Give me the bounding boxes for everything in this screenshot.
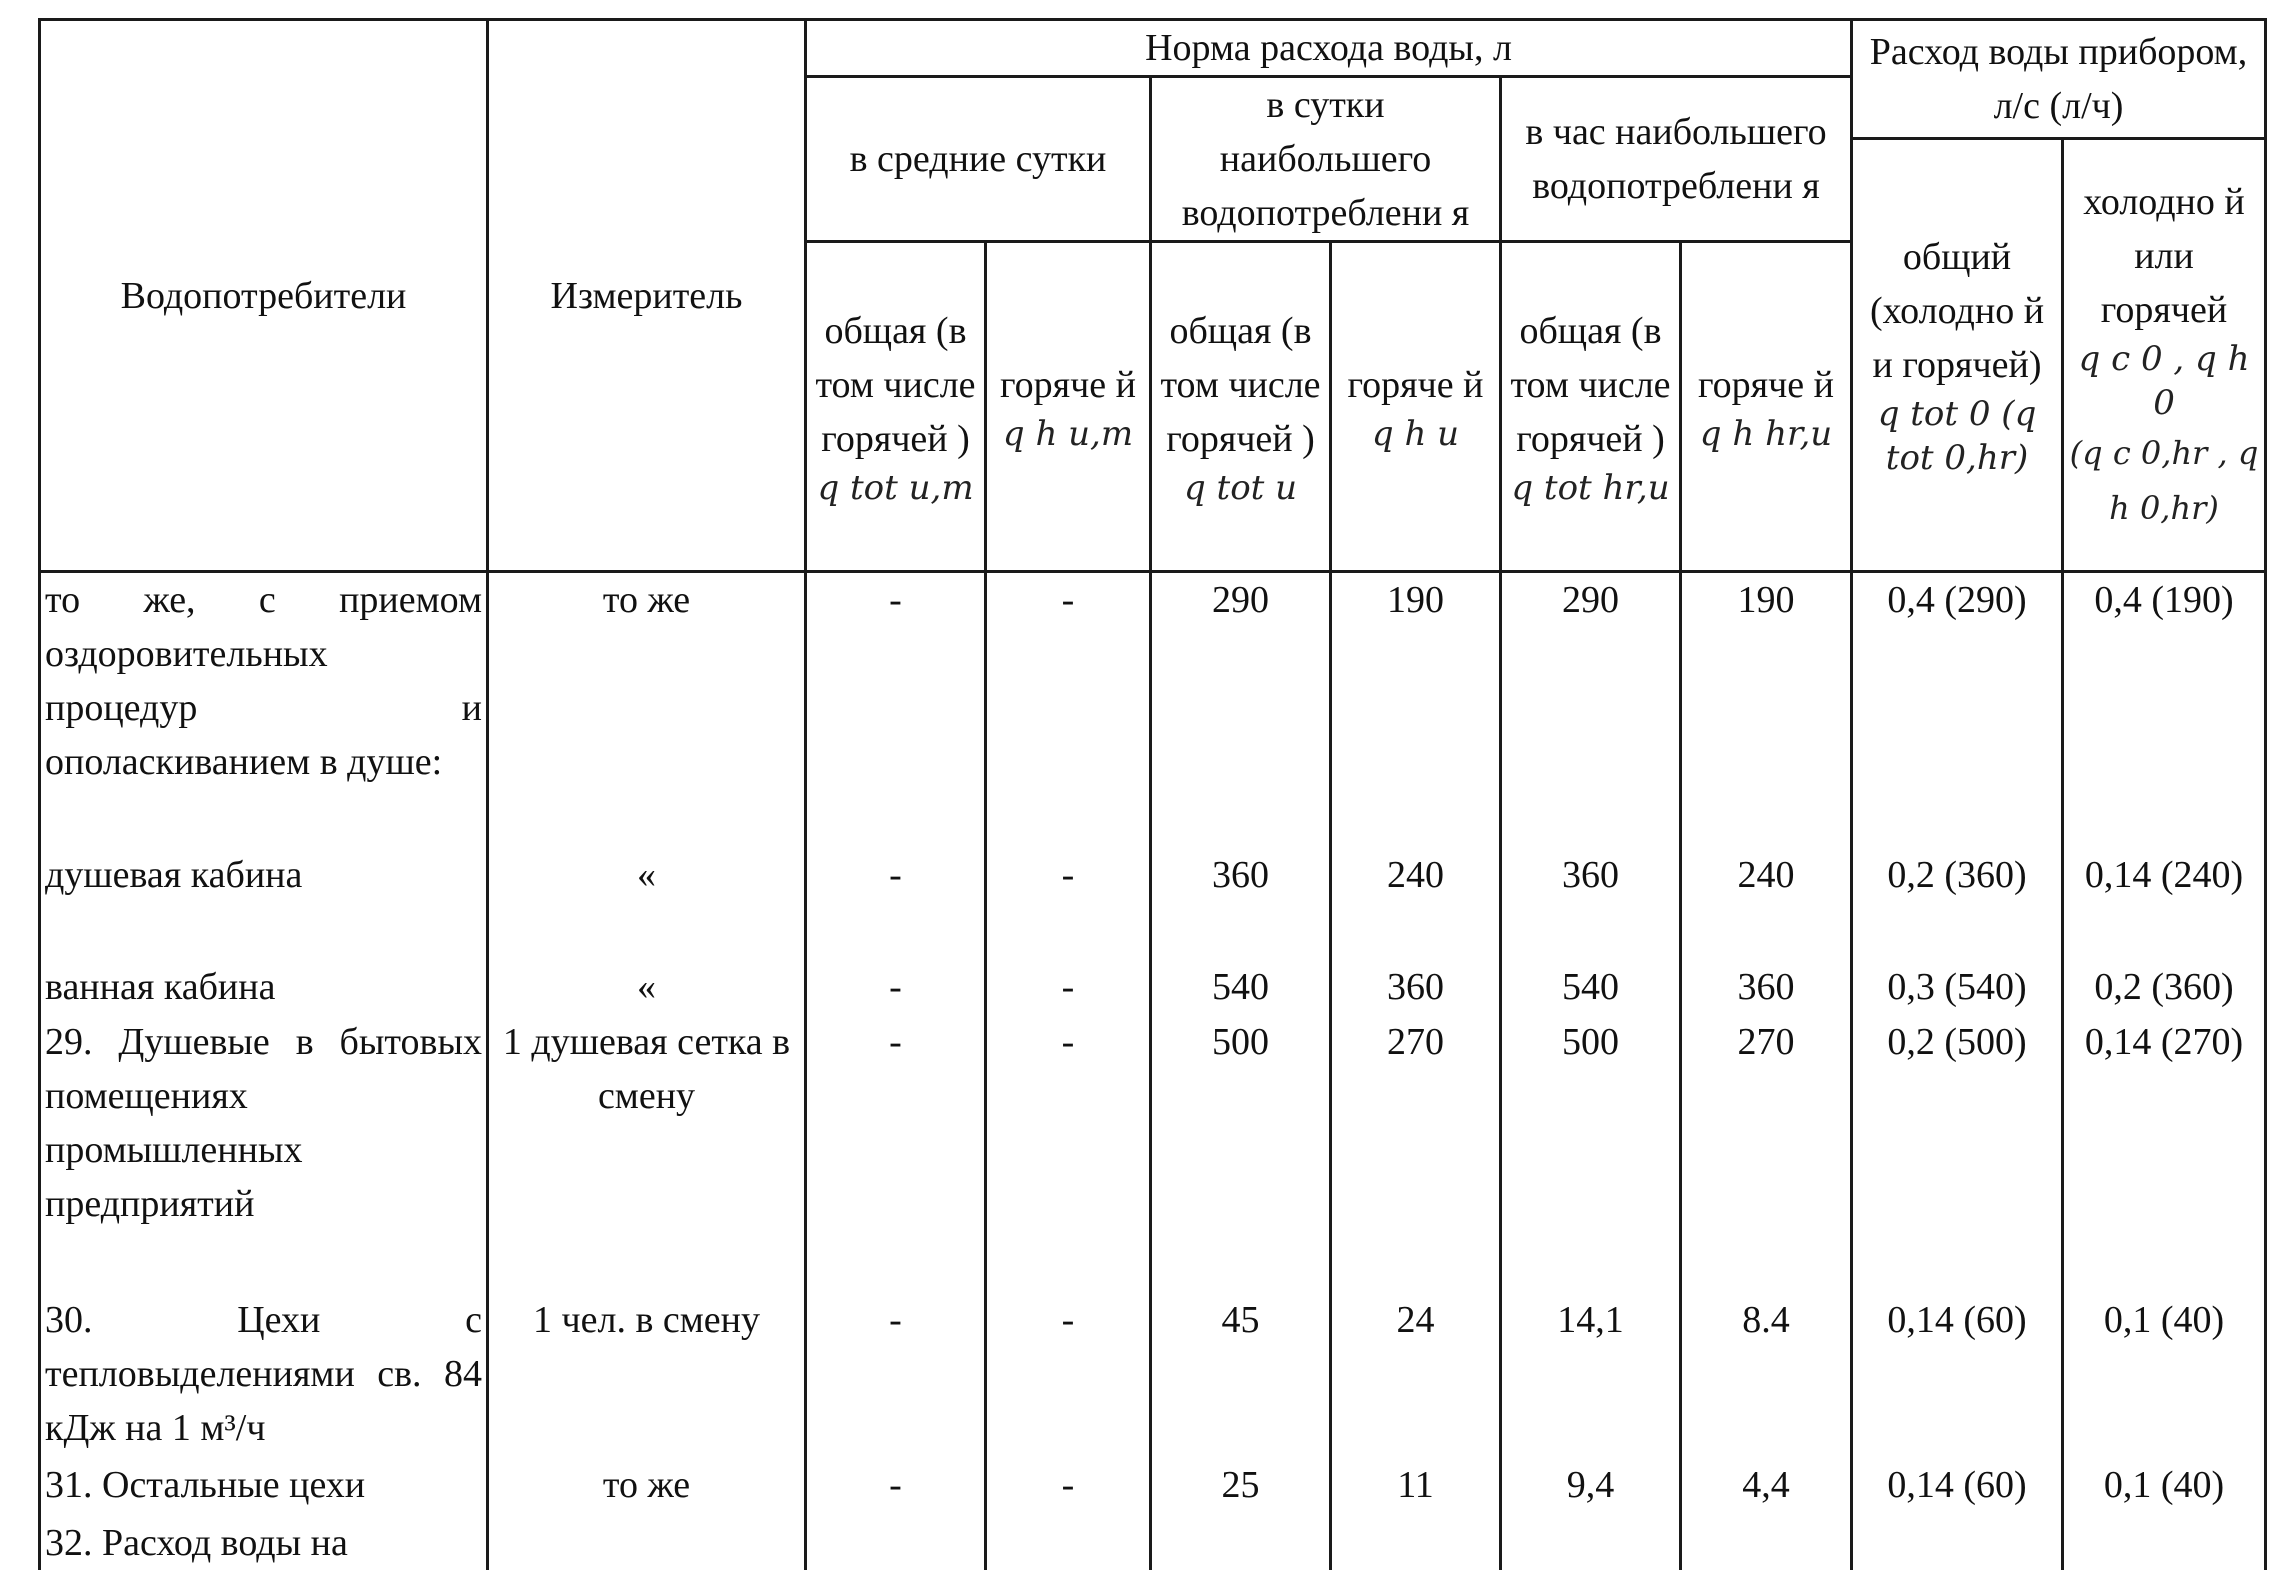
header-hr-hot-label: горяче й <box>1698 363 1834 406</box>
cell-unit: « <box>488 848 806 960</box>
table-row <box>40 572 2266 848</box>
cell-avg-hot: - <box>986 1458 1151 1516</box>
cell-day-hot: 190 <box>1331 572 1501 848</box>
cell-avg-total: - <box>806 1293 986 1458</box>
cell-avg-total: - <box>806 848 986 960</box>
cell-avg-hot: - <box>986 1293 1151 1458</box>
header-dev-cold-hot <box>2063 139 2266 572</box>
header-max-hour: в час наибольшего водопотреблени я <box>1501 77 1852 242</box>
cell-day-total: 360 <box>1151 848 1331 960</box>
cell-consumer: то же, с приемом оздоровительных процедур и ополаскиванием в душе: <box>40 572 488 848</box>
cell-day-total: 45 <box>1151 1293 1331 1458</box>
cell-day-hot <box>1331 1516 1501 1570</box>
table-row <box>40 1516 2266 1570</box>
cell-hr-hot <box>1681 1516 1852 1570</box>
table-header <box>40 20 2266 572</box>
cell-unit: 1 душевая сетка в смену <box>488 1015 806 1293</box>
cell-day-total <box>1151 1516 1331 1570</box>
header-dev-total <box>1852 139 2063 572</box>
cell-day-hot: 360 <box>1331 960 1501 1015</box>
table-row <box>40 848 2266 960</box>
header-hr-hot <box>1681 242 1852 572</box>
cell-unit: то же <box>488 1458 806 1516</box>
cell-hr-hot: 270 <box>1681 1015 1852 1293</box>
cell-avg-hot: - <box>986 1015 1151 1293</box>
cell-dev-cold-hot: 0,14 (270) <box>2063 1015 2266 1293</box>
cell-hr-total: 14,1 <box>1501 1293 1681 1458</box>
cell-dev-total <box>1852 1516 2063 1570</box>
cell-consumer: 29. Душевые в бытовых помещениях промышленных предприятий <box>40 1015 488 1293</box>
header-day-hot-symbol: q h u <box>1371 413 1460 454</box>
cell-hr-hot: 4,4 <box>1681 1458 1852 1516</box>
header-avg-total-symbol: q tot u,m <box>817 467 974 508</box>
cell-avg-total: - <box>806 1015 986 1293</box>
header-avg-hot <box>986 242 1151 572</box>
cell-day-hot: 240 <box>1331 848 1501 960</box>
cell-unit: « <box>488 960 806 1015</box>
cell-day-hot: 270 <box>1331 1015 1501 1293</box>
header-dev-total-label: общий (холодно й и горячей) <box>1869 236 2045 386</box>
cell-hr-total: 9,4 <box>1501 1458 1681 1516</box>
header-dev-cold-hot-symbol-hr: (q c 0,hr , q h 0,hr) <box>2069 434 2259 527</box>
table-body <box>40 572 2266 1570</box>
cell-avg-hot <box>986 1516 1151 1570</box>
cell-hr-total: 290 <box>1501 572 1681 848</box>
cell-day-total: 290 <box>1151 572 1331 848</box>
header-consumers: Водопотребители <box>40 20 488 572</box>
cell-dev-cold-hot: 0,2 (360) <box>2063 960 2266 1015</box>
cell-hr-hot: 8.4 <box>1681 1293 1852 1458</box>
header-hr-total-symbol: q tot hr,u <box>1511 467 1670 508</box>
cell-dev-total: 0,2 (360) <box>1852 848 2063 960</box>
cell-avg-hot: - <box>986 960 1151 1015</box>
cell-consumer: 30. Цехи с тепловыделениями св. 84 кДж на 1 м³/ч <box>40 1293 488 1458</box>
header-avg-total-label: общая (в том числе горячей ) <box>815 309 976 460</box>
table-row <box>40 1015 2266 1293</box>
header-hr-total <box>1501 242 1681 572</box>
header-dev-cold-hot-symbol: q c 0 , q h 0 <box>2078 339 2250 423</box>
table-row <box>40 960 2266 1015</box>
cell-unit: 1 чел. в смену <box>488 1293 806 1458</box>
cell-hr-hot: 240 <box>1681 848 1852 960</box>
header-hr-total-label: общая (в том числе горячей ) <box>1510 309 1671 460</box>
header-day-hot-label: горяче й <box>1347 363 1484 406</box>
table-row <box>40 1293 2266 1458</box>
cell-day-hot: 11 <box>1331 1458 1501 1516</box>
cell-hr-total: 540 <box>1501 960 1681 1015</box>
cell-unit <box>488 1516 806 1570</box>
cell-consumer: ванная кабина <box>40 960 488 1015</box>
cell-dev-cold-hot: 0,1 (40) <box>2063 1458 2266 1516</box>
header-unit: Измеритель <box>488 20 806 572</box>
cell-avg-total: - <box>806 572 986 848</box>
header-dev-cold-hot-label: холодно й или горячей <box>2083 181 2245 331</box>
cell-dev-total: 0,14 (60) <box>1852 1458 2063 1516</box>
cell-day-hot: 24 <box>1331 1293 1501 1458</box>
cell-hr-hot: 360 <box>1681 960 1852 1015</box>
cell-dev-total: 0,2 (500) <box>1852 1015 2063 1293</box>
cell-dev-total: 0,4 (290) <box>1852 572 2063 848</box>
cell-consumer-clipped: 32. Расход воды на <box>40 1516 488 1570</box>
cell-dev-cold-hot: 0,1 (40) <box>2063 1293 2266 1458</box>
header-avg-hot-symbol: q h u,m <box>1002 413 1134 454</box>
cell-hr-total: 360 <box>1501 848 1681 960</box>
table-row <box>40 1458 2266 1516</box>
cell-dev-total: 0,3 (540) <box>1852 960 2063 1015</box>
cell-avg-hot: - <box>986 572 1151 848</box>
header-avg-day: в средние сутки <box>806 77 1151 242</box>
cell-avg-total: - <box>806 960 986 1015</box>
header-day-total-symbol: q tot u <box>1183 467 1298 508</box>
header-max-day: в сутки наибольшего водопотреблени я <box>1151 77 1501 242</box>
header-day-total-label: общая (в том числе горячей ) <box>1160 309 1321 460</box>
cell-hr-hot: 190 <box>1681 572 1852 848</box>
cell-dev-cold-hot: 0,14 (240) <box>2063 848 2266 960</box>
header-day-total <box>1151 242 1331 572</box>
header-norm-group: Норма расхода воды, л <box>806 20 1852 77</box>
cell-dev-total: 0,14 (60) <box>1852 1293 2063 1458</box>
cell-day-total: 25 <box>1151 1458 1331 1516</box>
cell-avg-hot: - <box>986 848 1151 960</box>
header-avg-hot-label: горяче й <box>1000 363 1136 406</box>
header-hr-hot-symbol: q h hr,u <box>1699 413 1833 454</box>
cell-hr-total: 500 <box>1501 1015 1681 1293</box>
cell-avg-total <box>806 1516 986 1570</box>
cell-unit: то же <box>488 572 806 848</box>
cell-dev-cold-hot: 0,4 (190) <box>2063 572 2266 848</box>
cell-day-total: 500 <box>1151 1015 1331 1293</box>
cell-dev-cold-hot <box>2063 1516 2266 1570</box>
cell-consumer: 31. Остальные цехи <box>40 1458 488 1516</box>
cell-day-total: 540 <box>1151 960 1331 1015</box>
header-dev-total-symbol: q tot 0 (q tot 0,hr) <box>1877 394 2037 478</box>
header-device-flow: Расход воды прибором, л/с (л/ч) <box>1852 20 2266 139</box>
norms-table-page <box>38 18 2267 1570</box>
cell-hr-total <box>1501 1516 1681 1570</box>
header-avg-total <box>806 242 986 572</box>
cell-avg-total: - <box>806 1458 986 1516</box>
header-day-hot <box>1331 242 1501 572</box>
cell-consumer: душевая кабина <box>40 848 488 960</box>
water-norms-table <box>38 18 2267 1570</box>
